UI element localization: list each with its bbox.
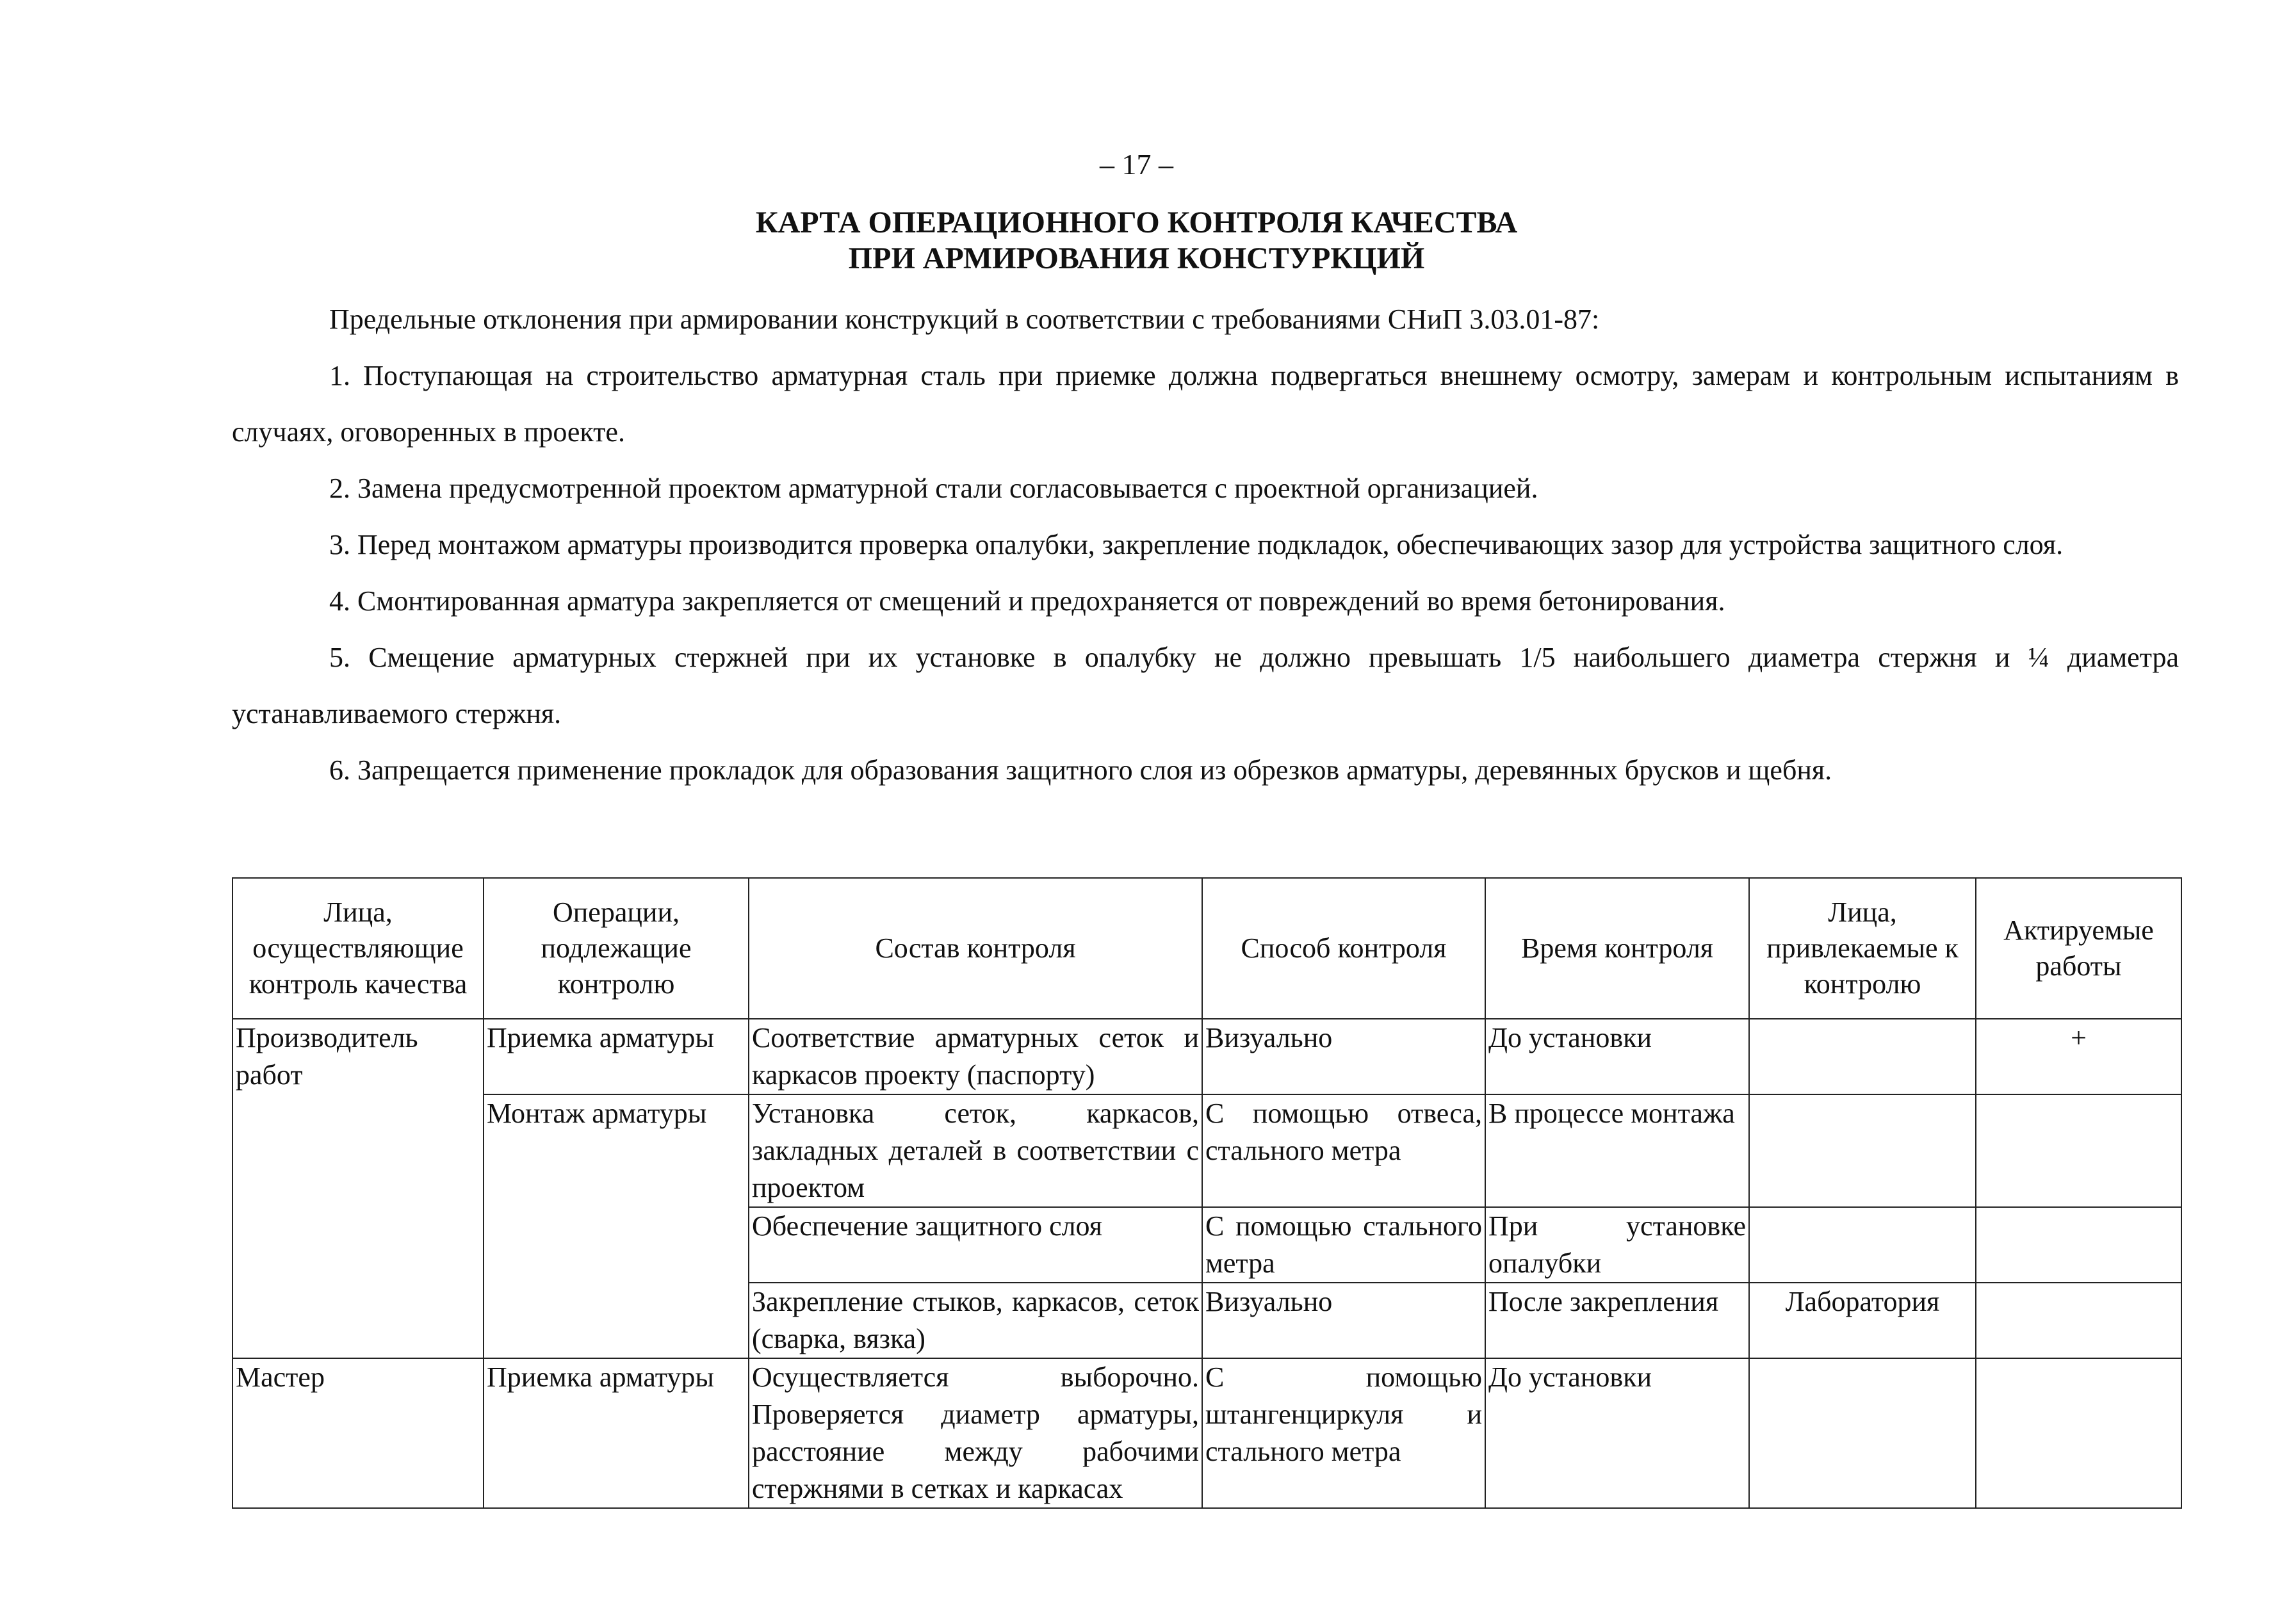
cell-composition: Соответствие арматурных сеток и каркасов проекту (паспорту) — [749, 1019, 1202, 1094]
cell-method: Визуально — [1202, 1019, 1485, 1094]
cell-time: В процессе монтажа — [1485, 1094, 1749, 1207]
cell-acted — [1976, 1094, 2181, 1207]
title-line-1: КАРТА ОПЕРАЦИОННОГО КОНТРОЛЯ КАЧЕСТВА — [755, 206, 1518, 240]
cell-involved — [1749, 1019, 1976, 1094]
cell-acted: + — [1976, 1019, 2181, 1094]
cell-method: С помощью отвеса, стального метра — [1202, 1094, 1485, 1207]
cell-method: С помощью штангенциркуля и стального метра — [1202, 1358, 1485, 1508]
quality-control-table — [232, 877, 2182, 1509]
requirement-item-1: 1. Поступающая на строительство арматурная сталь при приемке должна подвергаться внешнему осмотру, замерам и контрольным испытаниям в случаях, оговоренных в проекте. — [232, 360, 2179, 448]
page-number: – 17 – — [1100, 148, 1173, 181]
requirement-item-3: 3. Перед монтажом арматуры производится проверка опалубки, закрепление подкладок, обеспечивающих зазор для устройства защитного слоя. — [329, 529, 2064, 560]
table-header-row — [232, 878, 2181, 1019]
cell-acted — [1976, 1283, 2181, 1358]
header-method: Способ контроля — [1202, 878, 1485, 1019]
requirement-item-5: 5. Смещение арматурных стержней при их установке в опалубку не должно превышать 1/5 наибольшего диаметра стержня и ¼ диаметра устанавливаемого стержня. — [232, 642, 2179, 729]
cell-operation: Приемка арматуры — [484, 1019, 749, 1094]
cell-composition: Установка сеток, каркасов, закладных деталей в соответствии с проектом — [749, 1094, 1202, 1207]
header-responsible: Лица, осуществляющие контроль качества — [232, 878, 484, 1019]
cell-involved: Лаборатория — [1749, 1283, 1976, 1358]
cell-person: Мастер — [232, 1358, 484, 1508]
cell-acted — [1976, 1358, 2181, 1508]
cell-operation: Приемка арматуры — [484, 1358, 749, 1508]
header-acted: Актируемые работы — [1976, 878, 2181, 1019]
cell-involved — [1749, 1207, 1976, 1283]
cell-time: При установке опалубки — [1485, 1207, 1749, 1283]
table-row — [232, 1019, 2181, 1094]
requirement-item-6: 6. Запрещается применение прокладок для образования защитного слоя из обрезков арматуры, деревянных брусков и щебня. — [329, 754, 1832, 786]
cell-person: Производитель работ — [232, 1019, 484, 1358]
header-operations: Операции, подлежащие контролю — [484, 878, 749, 1019]
cell-method: Визуально — [1202, 1283, 1485, 1358]
cell-composition: Осуществляется выборочно. Проверяется диаметр арматуры, расстояние между рабочими стержнями в сетках и каркасах — [749, 1358, 1202, 1508]
header-composition: Состав контроля — [749, 878, 1202, 1019]
cell-time: После закрепления — [1485, 1283, 1749, 1358]
requirement-item-2: 2. Замена предусмотренной проектом арматурной стали согласовывается с проектной организацией. — [329, 473, 1538, 504]
cell-composition: Обеспечение защитного слоя — [749, 1207, 1202, 1283]
page-title — [0, 205, 2273, 277]
cell-method: С помощью стального метра — [1202, 1207, 1485, 1283]
cell-involved — [1749, 1094, 1976, 1207]
cell-involved — [1749, 1358, 1976, 1508]
table-row — [232, 1094, 2181, 1207]
title-line-2: ПРИ АРМИРОВАНИЯ КОНСТУРКЦИЙ — [848, 241, 1425, 275]
cell-time: До установки — [1485, 1358, 1749, 1508]
intro-paragraph: Предельные отклонения при армировании конструкций в соответствии с требованиями СНиП 3.03.01-87: — [329, 304, 1600, 335]
header-time: Время контроля — [1485, 878, 1749, 1019]
cell-acted — [1976, 1207, 2181, 1283]
cell-time: До установки — [1485, 1019, 1749, 1094]
table-row — [232, 1358, 2181, 1508]
requirements-text — [232, 291, 2179, 799]
cell-operation: Монтаж арматуры — [484, 1094, 749, 1358]
requirement-item-4: 4. Смонтированная арматура закрепляется от смещений и предохраняется от повреждений во время бетонирования. — [329, 585, 1725, 617]
cell-composition: Закрепление стыков, каркасов, сеток (сварка, вязка) — [749, 1283, 1202, 1358]
header-involved: Лица, привлекаемые к контролю — [1749, 878, 1976, 1019]
